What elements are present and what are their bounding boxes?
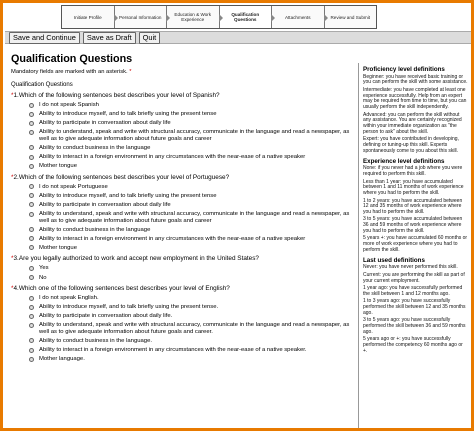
option-label: Mother tongue	[39, 163, 77, 170]
radio-button[interactable]	[29, 130, 34, 135]
option-label: Mother language.	[39, 356, 85, 363]
definition-text: 1 to 3 years ago: you have successfully performed the skill between 12 and 35 months ago.	[363, 298, 466, 316]
step-personal-information[interactable]	[115, 6, 168, 28]
step-attachments[interactable]	[272, 6, 325, 28]
step-education-work[interactable]	[167, 6, 220, 28]
definition-text: Expert: you have contributed in developing, defining or tuning-up this skill. Experts spontaneously come to you about this skill.	[363, 136, 459, 154]
question-options	[29, 184, 353, 252]
question-number: 2.	[13, 173, 19, 181]
definition-text: Intermediate: you have completed at least one experience successfully. Help from an expert may be required from time to time, but you can usually perform the skill independently.	[363, 86, 467, 111]
step-review-submit[interactable]	[325, 6, 377, 28]
radio-button[interactable]	[29, 245, 34, 250]
question-options	[29, 102, 353, 170]
main-content	[11, 49, 353, 429]
section-label: Qualification Questions	[11, 82, 73, 88]
required-asterisk-icon: *	[11, 255, 14, 263]
radio-button[interactable]	[29, 305, 34, 310]
definition-text: 3 to 5 years ago: you have successfully performed the skill between 36 and 59 months ago.	[363, 317, 466, 335]
mandatory-note	[11, 69, 353, 75]
answer-option[interactable]	[11, 129, 353, 142]
definitions-sidebar	[358, 63, 468, 429]
question-text: Which of the following sentences best describes your level of Spanish?	[18, 92, 220, 99]
definition-text: Beginner: you have received basic training or you can perform the skill with some assistance.	[363, 73, 468, 86]
step-label: Education & Work Experience	[174, 12, 212, 22]
question-text: Which of the following sentences best describes your level of Portuguese?	[18, 173, 230, 181]
option-label: No	[39, 274, 47, 281]
option-label: Ability to understand, speak and write with structural accuracy, communicate in the language and read a newspaper, as well as to give adequate information about future goals and career	[39, 129, 350, 142]
definition-text: 3 to 5 years: you have accumulated between 36 and 59 months of work experience where you had to perform the skill.	[363, 216, 463, 235]
question-text: Which one of the following sentences best describes your level of English?	[18, 285, 230, 292]
step-label: Attachments	[284, 14, 311, 20]
answer-option[interactable]	[29, 236, 353, 243]
question-number: 3.	[13, 255, 19, 263]
radio-button[interactable]	[29, 227, 34, 232]
radio-button[interactable]	[29, 145, 34, 150]
radio-button[interactable]	[29, 121, 34, 126]
question-4	[11, 285, 353, 293]
option-label: Mother tongue	[39, 244, 77, 251]
option-label: Ability to introduce myself, and to talk briefly using the present tense	[39, 192, 217, 199]
question-options	[29, 265, 353, 281]
required-asterisk-icon: *	[11, 285, 14, 292]
page-title: Qualification Questions	[11, 53, 133, 65]
answer-option[interactable]	[29, 265, 353, 272]
experience-list	[363, 166, 468, 254]
radio-button[interactable]	[29, 202, 34, 207]
definition-text: 1 year ago: you have successfully performed the skill between 1 and 12 months ago.	[363, 285, 463, 297]
radio-button[interactable]	[29, 212, 34, 217]
answer-option[interactable]	[29, 193, 353, 200]
radio-button[interactable]	[29, 357, 34, 362]
radio-button[interactable]	[29, 296, 34, 301]
definition-text: Less than 1 year: you have accumulated between 1 and 11 months of work experience where you had to perform the skill.	[363, 178, 464, 197]
radio-button[interactable]	[29, 112, 34, 117]
definition-text: Advanced: you can perform the skill without any assistance. You are certainly recognized within your immediate organization as "the person to ask" about the skill.	[363, 111, 462, 135]
answer-option[interactable]	[29, 356, 353, 363]
question-text: Are you legally authorized to work and accept new employment in the United States?	[18, 255, 259, 263]
experience-title: Experience level definitions	[363, 157, 445, 165]
answer-option[interactable]	[29, 227, 353, 234]
option-label: Ability to interact in a foreign environment in any circumstances with the near-ease of a native speaker.	[39, 347, 307, 354]
save-as-draft-button[interactable]: Save as Draft	[83, 32, 136, 44]
radio-button[interactable]	[29, 184, 34, 189]
step-qualification-questions[interactable]	[220, 6, 273, 28]
definition-text: 5 years +: you have accumulated 60 months or more of work experience where you had to perform the skill.	[363, 235, 468, 254]
option-label: I do not speak English.	[39, 295, 99, 302]
option-label: Ability to interact in a foreign environment in any circumstances with the near-ease of a native speaker	[39, 154, 306, 161]
quit-button[interactable]: Quit	[139, 32, 161, 44]
definition-text: Never: you have never performed this skill.	[363, 264, 458, 271]
option-label: Ability to participate in conversation about daily life.	[39, 313, 173, 320]
step-initiate-profile[interactable]	[62, 6, 115, 28]
question-2	[11, 174, 353, 182]
definition-text: 5 years ago or +: you have successfully performed the competency 60 months ago or +.	[363, 336, 463, 354]
radio-button[interactable]	[29, 164, 34, 169]
option-label: Ability to introduce myself, and to talk briefly using the present tense.	[39, 304, 219, 311]
mandatory-note-text: Mandatory fields are marked with an asterisk.	[11, 69, 128, 75]
radio-button[interactable]	[29, 193, 34, 198]
questions-list	[11, 92, 353, 363]
answer-option[interactable]	[29, 245, 353, 252]
answer-option[interactable]	[29, 111, 353, 118]
radio-button[interactable]	[29, 314, 34, 319]
answer-option[interactable]	[11, 322, 353, 335]
option-label: Ability to introduce myself, and to talk briefly using the present tense	[39, 111, 217, 118]
step-arrow-icon	[166, 14, 170, 22]
progress-steps	[61, 5, 377, 29]
asterisk-icon: *	[129, 69, 132, 75]
definition-text: 1 to 2 years: you have accumulated between 12 and 35 months of work experience where you had to perform the skill.	[363, 197, 463, 216]
step-arrow-icon	[324, 14, 328, 22]
step-arrow-icon	[271, 14, 275, 22]
definition-text: None: if you never had a job where you were required to perform this skill.	[363, 165, 463, 178]
step-label: Initiate Profile	[73, 14, 102, 20]
option-label: Ability to participate in conversation about daily life	[39, 201, 171, 208]
step-label: Review and Submit	[330, 14, 371, 20]
answer-option[interactable]	[29, 120, 353, 127]
option-label: I do not speak Portuguese	[39, 183, 108, 190]
question-1	[11, 92, 353, 100]
answer-option[interactable]	[29, 275, 353, 282]
proficiency-title: Proficiency level definitions	[363, 66, 445, 73]
radio-button[interactable]	[29, 338, 34, 343]
step-label: Qualification Questions	[231, 12, 260, 22]
answer-option[interactable]	[29, 102, 353, 109]
answer-option[interactable]	[29, 304, 353, 311]
answer-option[interactable]	[29, 184, 353, 191]
step-arrow-icon	[219, 14, 223, 22]
answer-option[interactable]	[29, 347, 353, 354]
answer-option[interactable]	[29, 338, 353, 345]
option-label: Ability to conduct business in the language.	[39, 337, 152, 344]
answer-option[interactable]	[29, 295, 353, 302]
option-label: Ability to interact in a foreign environment in any circumstances with the near-ease of a native speaker	[39, 235, 306, 242]
proficiency-list	[363, 75, 468, 155]
question-3	[11, 255, 353, 263]
option-label: Ability to understand, speak and write with structural accuracy, communicate in the language and read a newspaper, as well as to give adequate information about future goals and career.	[39, 322, 350, 335]
radio-button[interactable]	[29, 155, 34, 160]
required-asterisk-icon: *	[11, 173, 14, 181]
answer-option[interactable]	[29, 313, 353, 320]
step-arrow-icon	[114, 14, 118, 22]
option-label: Ability to conduct business in the language	[39, 226, 151, 233]
required-asterisk-icon: *	[11, 92, 14, 99]
step-label: Personal Information	[119, 14, 162, 20]
answer-option[interactable]	[29, 163, 353, 170]
option-label: Ability to participate in conversation about daily life	[39, 120, 171, 127]
question-number: 1.	[13, 92, 19, 99]
radio-button[interactable]	[29, 323, 34, 328]
radio-button[interactable]	[29, 275, 34, 280]
radio-button[interactable]	[29, 103, 34, 108]
answer-option[interactable]	[29, 202, 353, 209]
answer-option[interactable]	[29, 145, 353, 152]
option-label: I do not speak Spanish	[39, 102, 99, 109]
radio-button[interactable]	[29, 236, 34, 241]
radio-button[interactable]	[29, 348, 34, 353]
answer-option[interactable]	[11, 211, 353, 224]
answer-option[interactable]	[29, 154, 353, 161]
last-used-list	[363, 265, 468, 354]
toolbar	[5, 31, 471, 44]
option-label: Ability to conduct business in the language	[39, 144, 151, 151]
question-number: 4.	[13, 285, 19, 292]
definition-text: Current: you are performing the skill as part of your current employment.	[363, 271, 465, 284]
option-label: Yes	[39, 265, 49, 272]
question-options	[29, 295, 353, 363]
last-used-title: Last used definitions	[363, 256, 425, 264]
radio-button[interactable]	[29, 266, 34, 271]
save-and-continue-button[interactable]: Save and Continue	[9, 32, 80, 44]
option-label: Ability to understand, speak and write with structural accuracy, communicate in the language and read a newspaper, as well as to give adequate information about future goals and career	[39, 211, 350, 224]
